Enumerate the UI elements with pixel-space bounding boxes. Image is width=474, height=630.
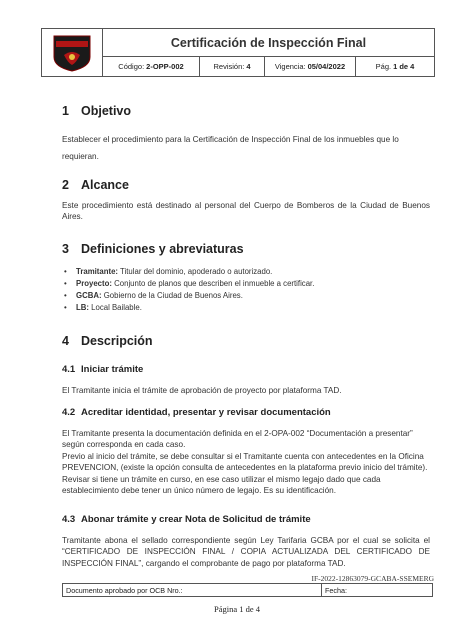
subsection-number: 4.2 <box>62 407 76 418</box>
section-definiciones-heading <box>62 242 244 256</box>
revision-value: 4 <box>246 62 251 71</box>
page-cell <box>356 57 434 76</box>
definition-text: Conjunto de planos que describen el inmueble a certificar. <box>111 279 315 288</box>
subsection-4-1-heading <box>62 364 143 375</box>
document-header <box>41 28 435 77</box>
document-stamp: IF-2022-12863079-GCABA-SSEMERG <box>311 574 434 583</box>
document-meta-row <box>103 57 434 76</box>
section-descripcion-heading <box>62 334 153 348</box>
list-item <box>62 290 422 302</box>
vigencia-label: Vigencia: <box>274 62 306 71</box>
bullet-icon: • <box>64 303 67 312</box>
definition-text: Titular del dominio, apoderado o autorizado. <box>118 267 273 276</box>
approved-by-cell: Documento aprobado por OCB Nro.: <box>63 584 322 596</box>
definition-term: LB: <box>76 303 89 312</box>
logo-cell <box>42 29 103 76</box>
subsection-title: Iniciar trámite <box>81 364 144 375</box>
subsection-title: Abonar trámite y crear Nota de Solicitud de trámite <box>81 514 311 525</box>
bullet-icon: • <box>64 267 67 276</box>
objetivo-line-2: requieran. <box>62 152 99 161</box>
subsection-4-2-heading <box>62 407 331 418</box>
bomberos-logo-icon <box>50 33 94 73</box>
list-item <box>62 302 422 314</box>
subsection-4-1-text: El Tramitante inicia el trámite de aprobación de proyecto por plataforma TAD. <box>62 386 342 395</box>
section-objetivo-heading <box>62 104 131 118</box>
section-title: Definiciones y abreviaturas <box>81 242 244 256</box>
section-number: 1 <box>62 104 69 118</box>
codigo-cell <box>103 57 200 76</box>
subsection-4-2-paragraph-2: Previo al inicio del trámite, se debe consultar si el Tramitante cuenta con antecedentes en la Oficina PREVENCION, (existe la opción consulta de antecedentes en la plataforma previo inicio del trámite). <box>62 451 428 473</box>
definition-text: Local Bailable. <box>89 303 142 312</box>
section-number: 3 <box>62 242 69 256</box>
subsection-title: Acreditar identidad, presentar y revisar documentación <box>81 407 331 418</box>
definition-text: Gobierno de la Ciudad de Buenos Aires. <box>101 291 243 300</box>
section-number: 4 <box>62 334 69 348</box>
alcance-paragraph: Este procedimiento está destinado al personal del Cuerpo de Bomberos de la Ciudad de Buenos Aires. <box>62 201 430 222</box>
subsection-4-2-paragraph-3: Revisar si tiene un trámite en curso, en ese caso utilizar el mismo legajo dado que cada establecimiento debe tener un único número de legajo. Es su identificación. <box>62 474 381 496</box>
revision-label: Revisión: <box>213 62 245 71</box>
subsection-number: 4.3 <box>62 514 76 525</box>
definition-term: Proyecto: <box>76 279 112 288</box>
page-value: 1 de 4 <box>393 62 415 71</box>
section-number: 2 <box>62 178 69 192</box>
list-item <box>62 278 422 290</box>
subsection-4-2-body <box>62 428 430 496</box>
codigo-value: 2-OPP-002 <box>146 62 184 71</box>
revision-cell <box>200 57 265 76</box>
definition-term: Tramitante: <box>76 267 119 276</box>
section-alcance-heading <box>62 178 129 192</box>
list-item <box>62 266 422 278</box>
objetivo-line-1: Establecer el procedimiento para la Certificación de Inspección Final de los inmuebles que lo <box>62 135 399 144</box>
fecha-cell: Fecha: <box>325 585 347 595</box>
vigencia-value: 05/04/2022 <box>307 62 346 71</box>
bullet-icon: • <box>64 279 67 288</box>
codigo-label: Código: <box>118 62 145 71</box>
page-label: Pág. <box>375 62 392 71</box>
definitions-list <box>62 266 422 314</box>
section-title: Descripción <box>81 334 153 348</box>
section-title: Objetivo <box>81 104 132 118</box>
page-number: Página 1 de 4 <box>213 604 261 614</box>
vigencia-cell <box>265 57 356 76</box>
subsection-number: 4.1 <box>62 364 76 375</box>
subsection-4-2-paragraph-1: El Tramitante presenta la documentación definida en el 2-OPA-002 “Documentación a presentar” según corresponda en cada caso. <box>62 429 413 450</box>
approval-footer-table <box>62 583 433 597</box>
definition-term: GCBA: <box>76 291 102 300</box>
document-title: Certificación de Inspección Final <box>103 29 434 57</box>
subsection-4-3-heading <box>62 514 311 525</box>
section-title: Alcance <box>81 178 129 192</box>
bullet-icon: • <box>64 291 67 300</box>
subsection-4-3-paragraph: Tramitante abona el sellado correspondiente según Ley Tarifaria GCBA por el cual se solicita el “CERTIFICADO DE INSPECCIÓN FINAL / COPIA ACTUALIZADA DEL CERTIFICADO DE INSPECCIÓN FINAL”, cargando el comprobante de pago por plataforma TAD. <box>62 536 430 568</box>
